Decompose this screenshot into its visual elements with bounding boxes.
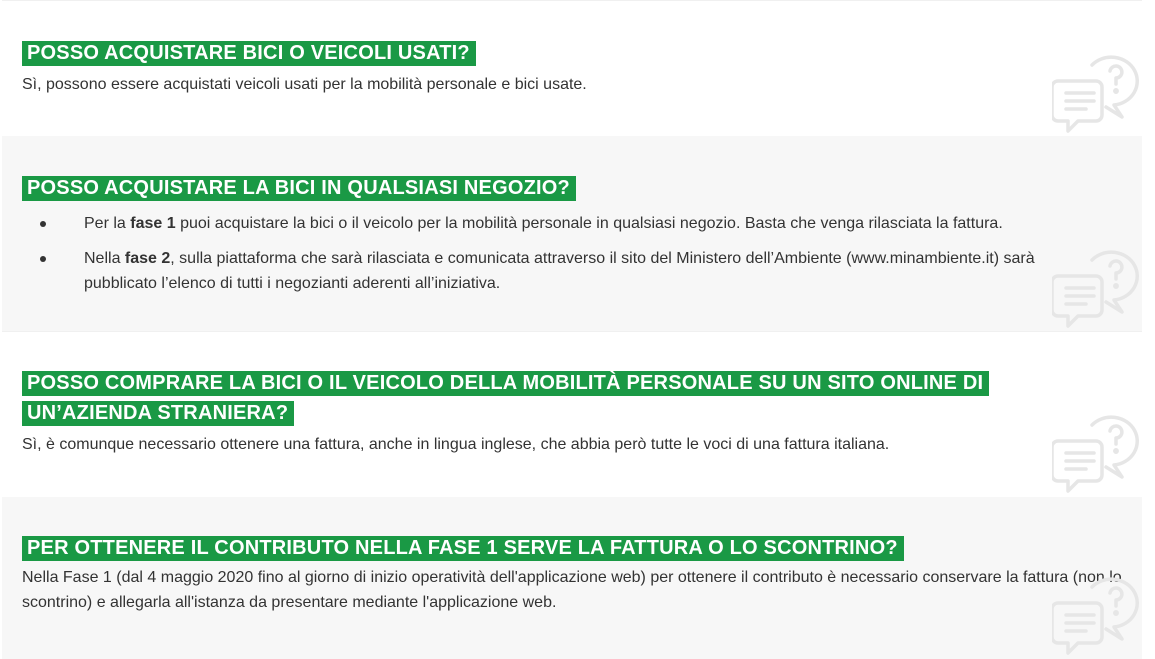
faq-item-foreign-site	[2, 331, 1142, 497]
faq-item-invoice-receipt	[2, 497, 1142, 659]
bullet-icon	[40, 256, 46, 262]
faq-question: POSSO COMPRARE LA BICI O IL VEICOLO DELLA MOBILITÀ PERSONALE SU UN SITO ONLINE DI UN’AZIENDA STRANIERA?	[22, 368, 989, 428]
chat-question-icon	[1052, 567, 1144, 659]
faq-answer: Sì, possono essere acquistati veicoli usati per la mobilità personale e bici usate.	[22, 76, 587, 93]
chat-question-icon	[1052, 45, 1144, 137]
list-item: Nella fase 2, sulla piattaforma che sarà rilasciata e comunicata attraverso il sito del Ministero dell’Ambiente (www.minambiente.it) sarà pubblicato l’elenco di tutti i negozianti aderenti all’iniziativa.	[22, 246, 1112, 296]
faq-item-used-bikes	[2, 0, 1142, 136]
faq-question: PER OTTENERE IL CONTRIBUTO NELLA FASE 1 SERVE LA FATTURA O LO SCONTRINO?	[22, 533, 904, 563]
list-item: Per la fase 1 puoi acquistare la bici o il veicolo per la mobilità personale in qualsiasi negozio. Basta che venga rilasciata la fattura.	[22, 211, 1112, 236]
faq-answer: Sì, è comunque necessario ottenere una fattura, anche in lingua inglese, che abbia però tutte le voci di una fattura italiana.	[22, 436, 890, 453]
faq-question: POSSO ACQUISTARE BICI O VEICOLI USATI?	[22, 38, 476, 68]
faq-question: POSSO ACQUISTARE LA BICI IN QUALSIASI NEGOZIO?	[22, 173, 576, 203]
faq-item-any-shop	[2, 136, 1142, 331]
faq-answer: Nella Fase 1 (dal 4 maggio 2020 fino al giorno di inizio operatività dell'applicazione web) per ottenere il contributo è necessario conservare la fattura (non lo scontrino) e allegarla all'istanza da presentare mediante l'applicazione web.	[22, 569, 1122, 611]
chat-question-icon	[1052, 240, 1144, 332]
chat-question-icon	[1052, 405, 1144, 497]
minambiente-link[interactable]: www.minambiente.it	[851, 250, 994, 267]
bullet-icon	[40, 221, 46, 227]
faq-answer-list	[22, 211, 1112, 306]
